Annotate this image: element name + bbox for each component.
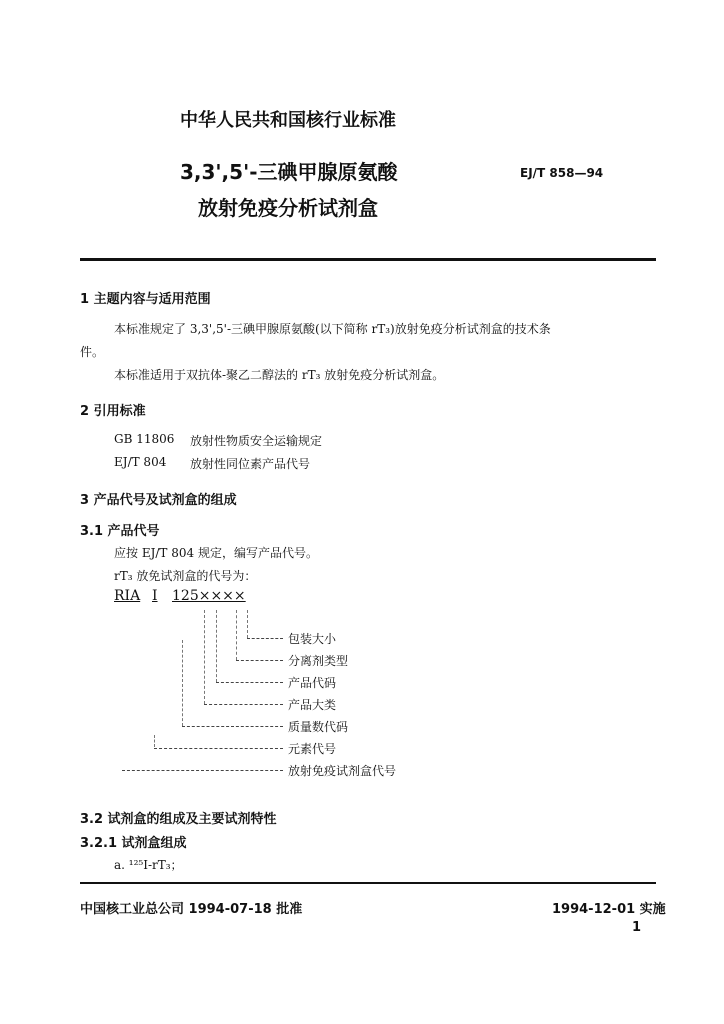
section-3-2-1-item-a: a. ¹²⁵I-rT₃； — [114, 858, 183, 872]
reference-1-code: GB 11806 — [114, 432, 175, 446]
section-2-heading: 2 引用标准 — [80, 404, 146, 419]
section-3-heading: 3 产品代号及试剂盒的组成 — [80, 493, 237, 508]
connector-h-2 — [236, 660, 283, 661]
reference-2-code: EJ/T 804 — [114, 455, 167, 469]
connector-v-4 — [204, 610, 205, 704]
code-label-product-category: 产品大类 — [288, 698, 337, 712]
title-line-2: 放射免疫分析试剂盒 — [198, 196, 378, 220]
connector-v-3 — [216, 610, 217, 682]
connector-h-7 — [122, 770, 283, 771]
section-1-paragraph-2: 本标准适用于双抗体-聚乙二醇法的 rT₃ 放射免疫分析试剂盒。 — [114, 368, 445, 382]
connector-v-2 — [236, 610, 237, 660]
connector-h-4 — [204, 704, 283, 705]
connector-h-5 — [182, 726, 283, 727]
connector-v-1 — [247, 610, 248, 638]
reference-2-title: 放射性同位素产品代号 — [190, 457, 311, 471]
section-3-2-heading: 3.2 试剂盒的组成及主要试剂特性 — [80, 812, 277, 827]
section-1-paragraph-1-line-1: 本标准规定了 3,3',5'-三碘甲腺原氨酸(以下简称 rT₃)放射免疫分析试剂盒的技术条 — [114, 322, 551, 336]
connector-v-5 — [182, 640, 183, 726]
title-line-1: 3,3',5'-三碘甲腺原氨酸 — [180, 160, 398, 184]
code-part-125: 125×××× — [172, 588, 246, 604]
section-3-1-paragraph-2: rT₃ 放免试剂盒的代号为： — [114, 569, 257, 583]
code-label-ria-kit: 放射免疫试剂盒代号 — [288, 764, 397, 778]
connector-h-3 — [216, 682, 283, 683]
page-number: 1 — [632, 920, 642, 935]
code-label-package-size: 包装大小 — [288, 632, 337, 646]
connector-h-1 — [247, 638, 283, 639]
code-part-ria: RIA — [114, 588, 141, 604]
connector-v-6 — [154, 735, 155, 747]
approval-statement: 中国核工业总公司 1994-07-18 批准 — [80, 902, 303, 917]
footer-rule — [80, 882, 656, 884]
code-label-element: 元素代号 — [288, 742, 337, 756]
effective-date: 1994-12-01 实施 — [552, 902, 666, 917]
section-3-1-heading: 3.1 产品代号 — [80, 524, 160, 539]
section-3-1-paragraph-1: 应按 EJ/T 804 规定，编写产品代号。 — [114, 546, 318, 560]
connector-h-6 — [154, 748, 283, 749]
section-1-paragraph-1-line-2: 件。 — [80, 345, 105, 359]
section-3-2-1-heading: 3.2.1 试剂盒组成 — [80, 836, 187, 851]
standard-category: 中华人民共和国核行业标准 — [180, 110, 396, 131]
code-part-i: I — [152, 588, 158, 604]
code-label-product-code: 产品代码 — [288, 676, 337, 690]
section-1-heading: 1 主题内容与适用范围 — [80, 292, 211, 307]
standard-code: EJ/T 858—94 — [520, 166, 604, 180]
reference-1-title: 放射性物质安全运输规定 — [190, 434, 323, 448]
code-label-separator-type: 分离剂类型 — [288, 654, 349, 668]
header-rule — [80, 258, 656, 261]
code-label-mass-number: 质量数代码 — [288, 720, 349, 734]
